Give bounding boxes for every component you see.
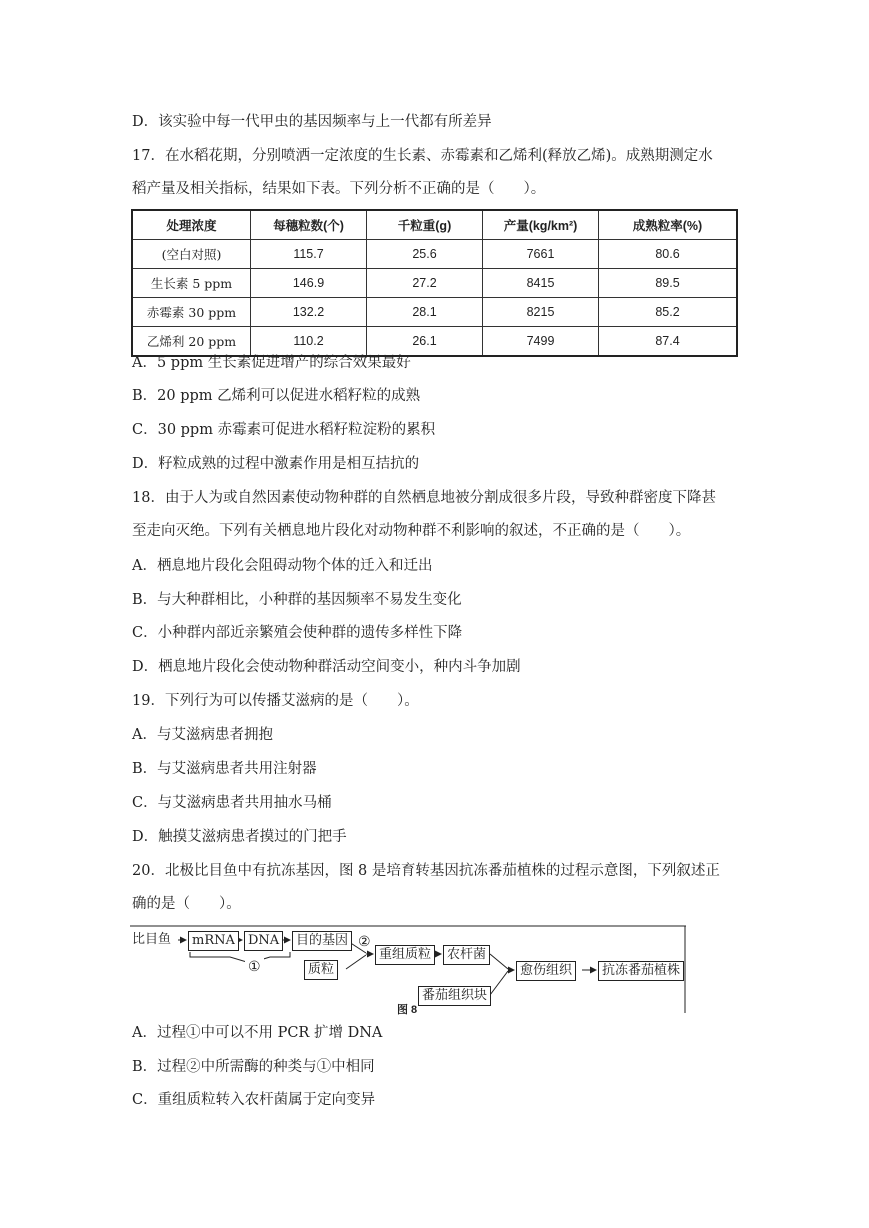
question-18-option-c: C．小种群内部近亲繁殖会使种群的遗传多样性下降 — [132, 625, 463, 641]
table-cell: 110.2 — [251, 327, 367, 357]
table-cell: 146.9 — [251, 269, 367, 298]
table-cell: 80.6 — [599, 240, 738, 269]
question-17-option-b: B．20 ppm 乙烯利可以促进水稻籽粒的成熟 — [132, 388, 421, 404]
question-19-stem: 19．下列行为可以传播艾滋病的是（ ）。 — [132, 693, 419, 709]
table-row — [132, 327, 737, 357]
agrobacterium-box: 农杆菌 — [443, 945, 490, 965]
question-20-option-c: C．重组质粒转入农杆菌属于定向变异 — [132, 1092, 376, 1108]
table-cell: 87.4 — [599, 327, 738, 357]
dna-box: DNA — [244, 931, 283, 951]
table-cell: 27.2 — [367, 269, 483, 298]
table-cell: 85.2 — [599, 298, 738, 327]
table-cell: 8215 — [483, 298, 599, 327]
gene-box: 目的基因 — [292, 931, 352, 951]
table-cell: 28.1 — [367, 298, 483, 327]
table-cell: 26.1 — [367, 327, 483, 357]
table-row — [132, 269, 737, 298]
figure-caption: 图 8 — [397, 1004, 418, 1016]
question-19-option-b: B．与艾滋病患者共用注射器 — [132, 761, 317, 777]
question-17-option-c: C．30 ppm 赤霉素可促进水稻籽粒淀粉的累积 — [132, 422, 436, 438]
table-row — [132, 298, 737, 327]
step1-label: ① — [245, 958, 264, 976]
table-cell: 115.7 — [251, 240, 367, 269]
table-header: 产量(kg/km²) — [483, 210, 599, 240]
question-18-option-b: B．与大种群相比，小种群的基因频率不易发生变化 — [132, 592, 462, 608]
table-cell: 25.6 — [367, 240, 483, 269]
table-header: 千粒重(g) — [367, 210, 483, 240]
question-20-option-b: B．过程②中所需酶的种类与①中相同 — [132, 1059, 375, 1075]
question-16-option-d: D．该实验中每一代甲虫的基因频率与上一代都有所差异 — [132, 114, 492, 130]
mrna-box: mRNA — [188, 931, 239, 951]
question-18-stem-line1: 18．由于人为或自然因素使动物种群的自然栖息地被分割成很多片段，导致种群密度下降甚 — [132, 490, 716, 506]
table-header: 成熟粒率(%) — [599, 210, 738, 240]
table-cell: 8415 — [483, 269, 599, 298]
step2-label: ② — [358, 934, 371, 950]
table-cell: 132.2 — [251, 298, 367, 327]
question-19-option-d: D．触摸艾滋病患者摸过的门把手 — [132, 829, 347, 845]
table-header: 每穗粒数(个) — [251, 210, 367, 240]
table-cell: 89.5 — [599, 269, 738, 298]
question-17-option-a: A．5 ppm 生长素促进增产的综合效果最好 — [132, 355, 411, 371]
table-cell: 赤霉素 30 ppm — [132, 298, 251, 327]
figure-8-diagram — [130, 925, 686, 1016]
question-19-option-c: C．与艾滋病患者共用抽水马桶 — [132, 795, 332, 811]
table-row — [132, 240, 737, 269]
recombinant-plasmid-box: 重组质粒 — [375, 945, 435, 965]
question-20-option-a: A．过程①中可以不用 PCR 扩增 DNA — [132, 1025, 383, 1041]
table-cell: 生长素 5 ppm — [132, 269, 251, 298]
callus-box: 愈伤组织 — [516, 961, 576, 981]
question-17-stem-line2: 稻产量及相关指标，结果如下表。下列分析不正确的是（ ）。 — [132, 181, 546, 197]
question-20-stem-line2: 确的是（ ）。 — [132, 896, 241, 912]
question-17-option-d: D．籽粒成熟的过程中激素作用是相互拮抗的 — [132, 456, 420, 472]
results-table — [131, 209, 738, 357]
table-cell: 乙烯利 20 ppm — [132, 327, 251, 357]
question-18-option-d: D．栖息地片段化会使动物种群活动空间变小，种内斗争加剧 — [132, 659, 521, 675]
table-header-row — [132, 210, 737, 240]
question-19-option-a: A．与艾滋病患者拥抱 — [132, 727, 273, 743]
table-cell: 7661 — [483, 240, 599, 269]
question-18-stem-line2: 至走向灭绝。下列有关栖息地片段化对动物种群不利影响的叙述，不正确的是（ ）。 — [132, 523, 691, 539]
table-header: 处理浓度 — [132, 210, 251, 240]
question-20-stem-line1: 20．北极比目鱼中有抗冻基因，图 8 是培育转基因抗冻番茄植株的过程示意图，下列叙述正 — [132, 863, 720, 879]
table-cell: (空白对照) — [132, 240, 251, 269]
question-18-option-a: A．栖息地片段化会阻碍动物个体的迁入和迁出 — [132, 558, 433, 574]
fish-box: 比目鱼 — [132, 932, 172, 947]
question-17-stem-line1: 17．在水稻花期，分别喷洒一定浓度的生长素、赤霉素和乙烯利(释放乙烯)。成熟期测定水 — [132, 148, 713, 164]
tomato-tissue-box: 番茄组织块 — [418, 986, 491, 1006]
plasmid-box: 质粒 — [304, 960, 338, 980]
table-cell: 7499 — [483, 327, 599, 357]
antifreeze-tomato-box: 抗冻番茄植株 — [598, 961, 684, 981]
